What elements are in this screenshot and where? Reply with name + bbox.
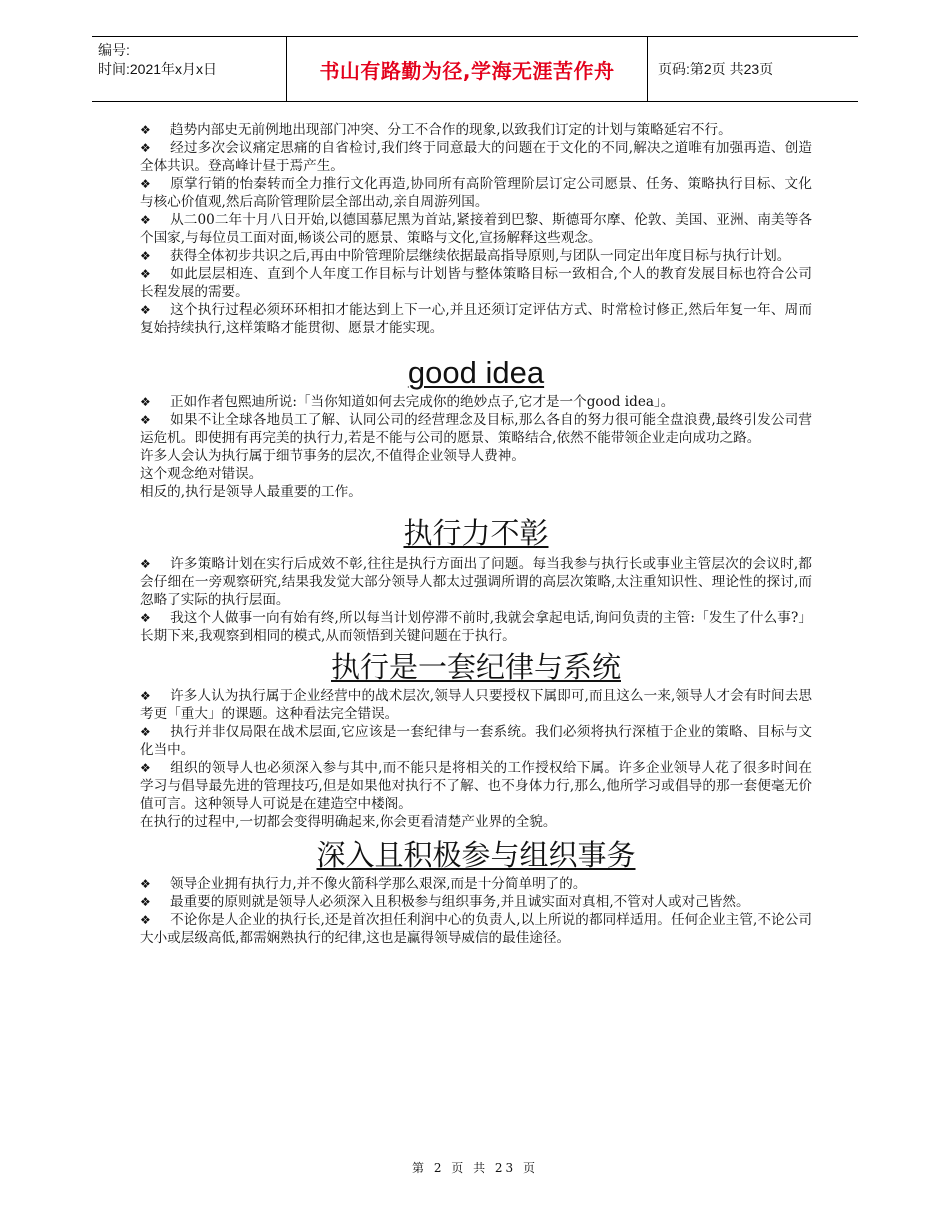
bullet-paragraph — [140, 555, 812, 609]
diamond-bullet-icon: ❖ — [140, 123, 151, 137]
paragraph-text: 相反的,执行是领导人最重要的工作。 — [140, 484, 362, 500]
paragraph — [140, 813, 812, 831]
paragraph-text: 领导企业拥有执行力,并不像火箭科学那么艰深,而是十分简单明了的。 — [170, 876, 587, 892]
diamond-bullet-icon: ❖ — [140, 177, 151, 191]
diamond-bullet-icon: ❖ — [140, 557, 151, 571]
bullet-paragraph — [140, 609, 812, 645]
paragraph-text: 如果不让全球各地员工了解、认同公司的经营理念及目标,那么各自的努力很可能全盘浪费,最终引发公司营运危机。即使拥有再完美的执行力,若是不能与公司的愿景、策略结合,依然不能带领企业走向成功之路。 — [140, 412, 812, 446]
paragraph-text: 这个执行过程必须环环相扣才能达到上下一心,并且还须订定评估方式、时常检讨修正,然后年复一年、周而复始持续执行,这样策略才能贯彻、愿景才能实现。 — [140, 302, 812, 336]
diamond-bullet-icon: ❖ — [140, 895, 151, 909]
paragraph-text: 趋势内部史无前例地出现部门冲突、分工不合作的现象,以致我们订定的计划与策略延宕不行。 — [170, 122, 732, 138]
paragraph-text: 从二00二年十月八日开始,以德国慕尼黑为首站,紧接着到巴黎、斯德哥尔摩、伦敦、美国、亚洲、南美等各个国家,与每位员工面对面,畅谈公司的愿景、策略与文化,宣扬解释这些观念。 — [140, 212, 812, 246]
paragraph-text: 在执行的过程中,一切都会变得明确起来,你会更看清楚产业界的全貌。 — [140, 814, 557, 830]
bullet-paragraph — [140, 301, 812, 337]
diamond-bullet-icon: ❖ — [140, 877, 151, 891]
paragraph-text: 不论你是人企业的执行长,还是首次担任利润中心的负责人,以上所说的都同样适用。任何企业主管,不论公司大小或层级高低,都需娴熟执行的纪律,这也是赢得领导威信的最佳途径。 — [140, 912, 812, 946]
bullet-paragraph — [140, 247, 812, 265]
paragraph — [140, 483, 812, 501]
diamond-bullet-icon: ❖ — [140, 913, 151, 927]
diamond-bullet-icon: ❖ — [140, 689, 151, 703]
paragraph-text: 许多人会认为执行属于细节事务的层次,不值得企业领导人费神。 — [140, 448, 525, 464]
bullet-paragraph — [140, 139, 812, 175]
diamond-bullet-icon: ❖ — [140, 267, 151, 281]
header-motto-cell — [286, 37, 648, 101]
paragraph-text: 这个观念绝对错误。 — [140, 466, 263, 482]
section-heading: good idea — [407, 355, 545, 390]
diamond-bullet-icon: ❖ — [140, 395, 151, 409]
paragraph-text: 原掌行销的怡秦转而全力推行文化再造,协同所有高阶管理阶层订定公司愿景、任务、策略执行目标、文化与核心价值观,然后高阶管理阶层全部出动,亲自周游列国。 — [140, 176, 812, 210]
header-motto: 书山有路勤为径,学海无涯苦作舟 — [319, 58, 615, 83]
bullet-paragraph — [140, 411, 812, 447]
bullet-paragraph — [140, 875, 812, 893]
paragraph-text: 执行并非仅局限在战术层面,它应该是一套纪律与一套系统。我们必须将执行深植于企业的策略、目标与文化当中。 — [140, 724, 812, 758]
paragraph-text: 最重要的原则就是领导人必须深入且积极参与组织事务,并且诚实面对真相,不管对人或对己皆然。 — [170, 894, 750, 910]
header-info — [92, 37, 286, 101]
diamond-bullet-icon: ❖ — [140, 761, 151, 775]
diamond-bullet-icon: ❖ — [140, 725, 151, 739]
bullet-paragraph — [140, 893, 812, 911]
bullet-paragraph — [140, 911, 812, 947]
doc-time: 时间:2021年x月x日 — [98, 61, 218, 77]
document-body — [140, 121, 812, 947]
paragraph-text: 组织的领导人也必须深入参与其中,而不能只是将相关的工作授权给下属。许多企业领导人花了很多时间在学习与倡导最先进的管理技巧,但是如果他对执行不了解、也不身体力行,那么,他所学习或倡导的那一套便毫无价值可言。这种领导人可说是在建造空中楼阁。 — [140, 760, 812, 812]
paragraph-text: 许多策略计划在实行后成效不彰,往往是执行方面出了问题。每当我参与执行长或事业主管层次的会议时,都会仔细在一旁观察研究,结果我发觉大部分领导人都太过强调所谓的高层次策略,太注重知识性、理论性的探讨,而忽略了实际的执行层面。 — [140, 556, 812, 608]
page-footer: 第 2 页 共 23 页 — [412, 1161, 538, 1175]
doc-number-label: 编号: — [98, 42, 130, 58]
bullet-paragraph — [140, 175, 812, 211]
paragraph-text: 经过多次会议痛定思痛的自省检讨,我们终于同意最大的问题在于文化的不同,解决之道唯有加强再造、创造全体共识。登高峰计昼于焉产生。 — [140, 140, 812, 174]
paragraph — [140, 465, 812, 483]
paragraph-text: 如此层层相连、直到个人年度工作目标与计划皆与整体策略目标一致相合,个人的教育发展目标也符合公司长程发展的需要。 — [140, 266, 812, 300]
section-heading: 执行是一套纪律与系统 — [330, 650, 621, 684]
diamond-bullet-icon: ❖ — [140, 141, 151, 155]
bullet-paragraph — [140, 393, 812, 411]
diamond-bullet-icon: ❖ — [140, 303, 151, 317]
paragraph-text: 许多人认为执行属于企业经营中的战术层次,领导人只要授权下属即可,而且这么一来,领导人才会有时间去思考更「重大」的课题。这种看法完全错误。 — [140, 688, 812, 722]
bullet-paragraph — [140, 723, 812, 759]
diamond-bullet-icon: ❖ — [140, 413, 151, 427]
bullet-paragraph — [140, 687, 812, 723]
diamond-bullet-icon: ❖ — [140, 611, 151, 625]
diamond-bullet-icon: ❖ — [140, 249, 151, 263]
bullet-paragraph — [140, 121, 812, 139]
bullet-paragraph — [140, 759, 812, 813]
paragraph-text: 我这个人做事一向有始有终,所以每当计划停滞不前时,我就会拿起电话,询问负责的主管:「发生了什么事?」长期下来,我观察到相同的模式,从而领悟到关键问题在于执行。 — [140, 610, 812, 644]
diamond-bullet-icon: ❖ — [140, 213, 151, 227]
paragraph-text: 正如作者包熙迪所说:「当你知道如何去完成你的绝妙点子,它才是一个good idea」。 — [170, 394, 675, 410]
header-page-number: 页码:第2页 共23页 — [658, 61, 774, 77]
paragraph-text: 获得全体初步共识之后,再由中阶管理阶层继续依据最高指导原则,与团队一同定出年度目标与执行计划。 — [170, 248, 791, 264]
page-header — [92, 36, 858, 102]
bullet-paragraph — [140, 265, 812, 301]
section-heading: 深入且积极参与组织事务 — [316, 838, 636, 872]
bullet-paragraph — [140, 211, 812, 247]
paragraph — [140, 447, 812, 465]
section-heading: 执行力不彰 — [403, 516, 549, 550]
header-page-cell — [648, 37, 858, 101]
